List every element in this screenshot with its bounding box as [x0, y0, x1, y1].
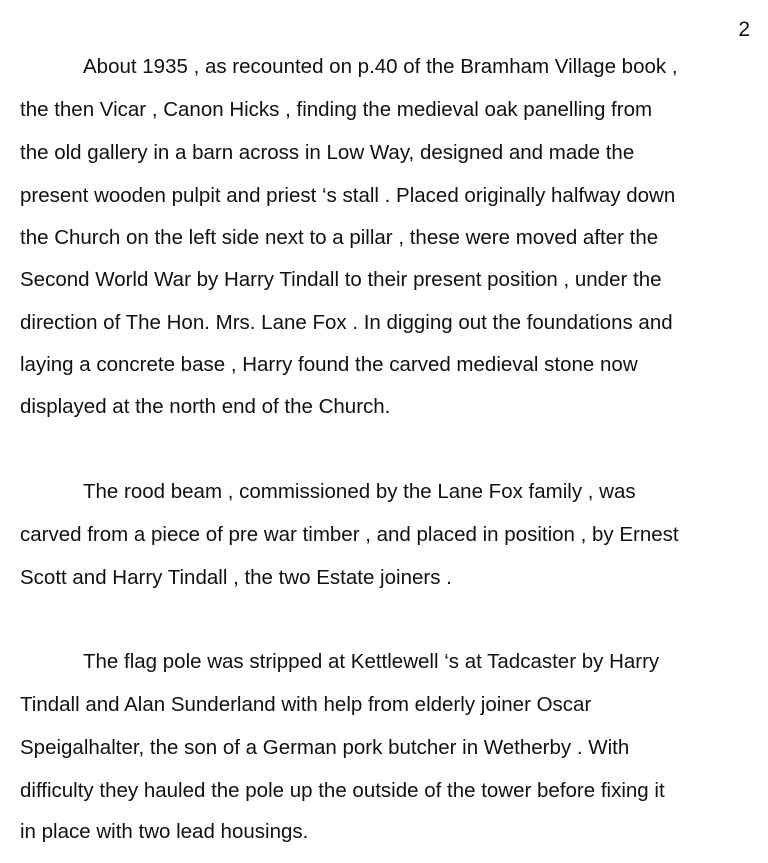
paragraph-3-line-3: Speigalhalter, the son of a German pork butcher in Wetherby . With: [20, 736, 630, 759]
paragraph-3-line-2: Tindall and Alan Sunderland with help from elderly joiner Oscar: [20, 693, 592, 716]
paragraph-1-line-2: the then Vicar , Canon Hicks , finding the medieval oak panelling from: [20, 98, 653, 121]
paragraph-1-line-1: About 1935 , as recounted on p.40 of the Bramham Village book ,: [83, 55, 678, 78]
paragraph-3-line-5: in place with two lead housings.: [20, 820, 309, 843]
paragraph-3-line-4: difficulty they hauled the pole up the outside of the tower before fixing it: [20, 779, 665, 802]
paragraph-1-line-8: laying a concrete base , Harry found the carved medieval stone now: [20, 353, 638, 376]
paragraph-2-line-2: carved from a piece of pre war timber , and placed in position , by Ernest: [20, 523, 679, 546]
paragraph-2-line-1: The rood beam , commissioned by the Lane Fox family , was: [83, 480, 636, 503]
paragraph-1-line-9: displayed at the north end of the Church.: [20, 395, 391, 418]
paragraph-3-line-1: The flag pole was stripped at Kettlewell ‘s at Tadcaster by Harry: [83, 650, 660, 673]
paragraph-2-line-3: Scott and Harry Tindall , the two Estate joiners .: [20, 566, 452, 589]
paragraph-1-line-3: the old gallery in a barn across in Low Way, designed and made the: [20, 141, 635, 164]
paragraph-1-line-4: present wooden pulpit and priest ‘s stall . Placed originally halfway down: [20, 184, 676, 207]
page-number: 2: [738, 18, 750, 41]
paragraph-1-line-5: the Church on the left side next to a pillar , these were moved after the: [20, 226, 659, 249]
paragraph-1-line-6: Second World War by Harry Tindall to their present position , under the: [20, 268, 662, 291]
paragraph-1-line-7: direction of The Hon. Mrs. Lane Fox . In digging out the foundations and: [20, 311, 673, 334]
